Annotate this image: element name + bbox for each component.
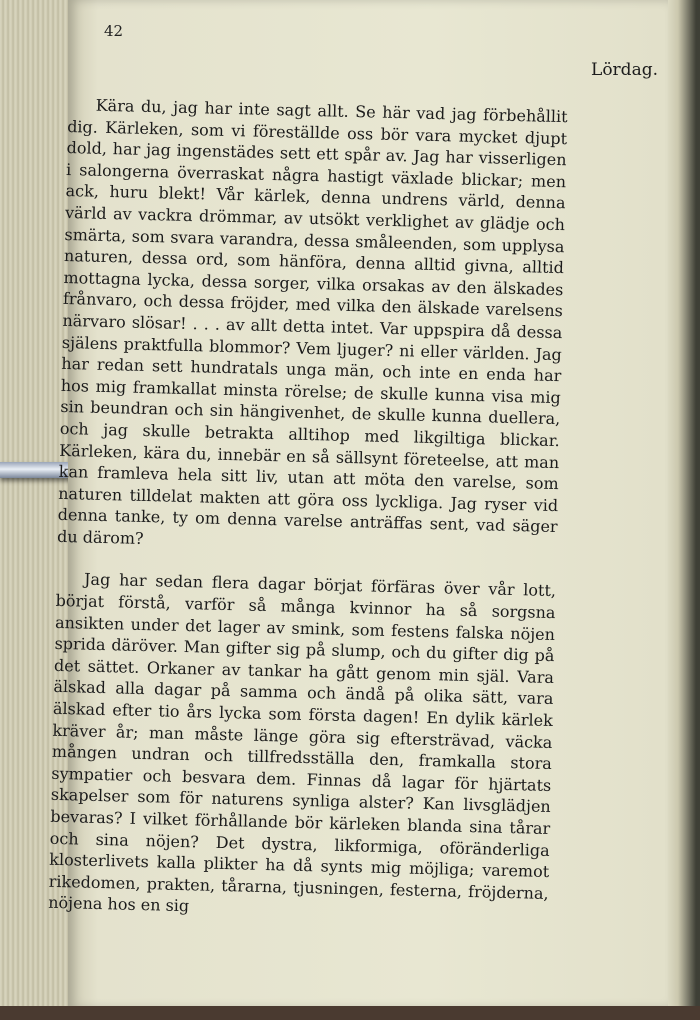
letter-heading: Lördag. bbox=[591, 60, 658, 80]
paragraph: Kära du, jag har inte sagt allt. Se här vad jag förbehållit dig. Kärleken, som vi föreställde oss bör vara mycket djupt dold, har jag ingenstädes sett ett spår av. Jag har visserligen i salongerna överraskat några hastigt växlade blickar; men ack, huru blekt! Vår kärlek, denna undrens värld, denna värld av vackra drömmar, av utsökt verklighet av glädje och smärta, som svara varandra, dessa småleenden, som upplysa naturen, dessa ord, som hänföra, denna alltid givna, alltid mottagna lycka, dessa sorger, vilka orsakas av den älskades frånvaro, och dessa fröjder, med vilka den älskade varelsens närvaro slösar! . . . av allt detta intet. Var uppspira då dessa själens praktfulla blommor? Vem ljuger? ni eller världen. Jag har redan sett hundratals unga män, och inte en enda har hos mig framkallat minsta rörelse; de skulle kunna visa mig sin beundran och sin hängivenhet, de skulle kunna duellera, och jag skulle betrakta alltihop med likgiltiga blickar. Kärleken, kära du, innebär en så sällsynt företeelse, att man kan framleva hela sitt liv, utan att möta den varelse, som naturen tilldelat makten att göra oss lyckliga. Jag ryser vid denna tanke, ty om denna varelse anträffas sent, vad säger du därom? bbox=[56, 95, 568, 548]
paragraph: Jag har sedan flera dagar börjat förfäras över vår lott, börjat förstå, varför så många kvinnor ha så sorgsna ansikten under det lager av smink, som festens falska nöjen sprida däröver. Man gifter sig på slump, och du gifter dig på det sättet. Orkaner av tankar ha gått genom min själ. Vara älskad alla dagar på samma och ändå på olika sätt, vara älskad efter tio års lycka som första dagen! En dylik kärlek kräver år; man måste länge göra sig eftersträvad, väcka mången undran och tillfredsställa den, framkalla stora sympatier och besvara dem. Finnas då lagar för hjärtats skapelser som för naturens synliga alster? Kan livsglädjen bevaras? I vilket förhållande bör kärleken blanda sina tårar och sina nöjen? Det dystra, likformiga, oföränderliga klosterlivets kalla plikter ha då synts mig möjliga; varemot rikedomen, prakten, tårarna, tjusningen, festerna, fröjderna, nöjena hos en sig bbox=[48, 570, 557, 916]
page-number: 42 bbox=[104, 22, 124, 40]
page-body bbox=[48, 94, 568, 926]
page-edges-right bbox=[668, 0, 700, 1020]
book-cover-edge bbox=[0, 1006, 700, 1020]
